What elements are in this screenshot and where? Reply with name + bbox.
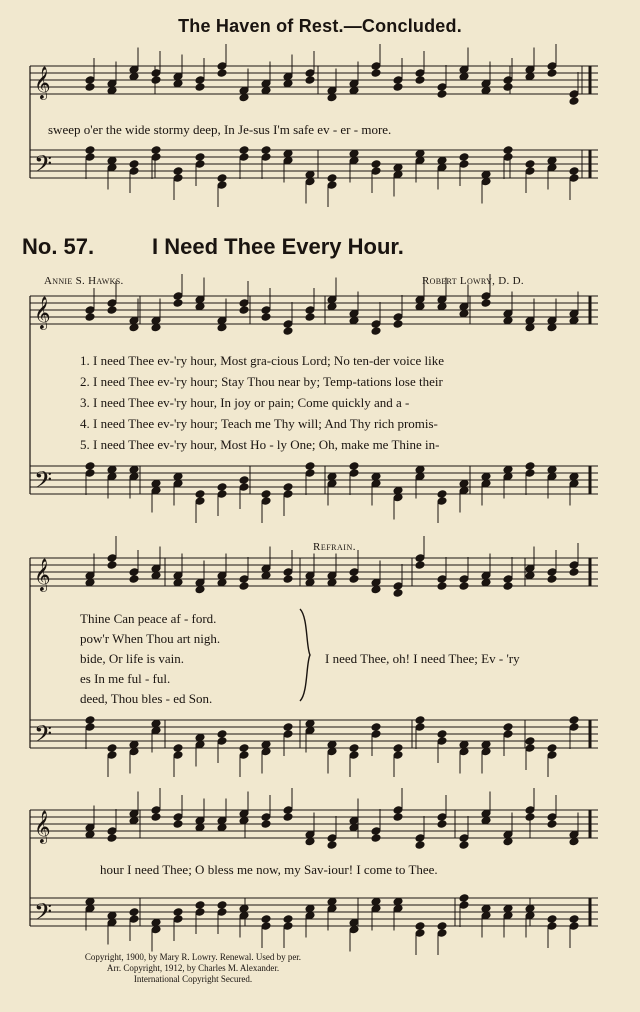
note-head [525, 160, 535, 169]
refrain-label: Refrain. [313, 541, 356, 553]
bass-clef-icon: 𝄢 [34, 720, 53, 753]
note-head [129, 160, 139, 169]
note-head [481, 170, 491, 179]
note-head [437, 156, 447, 165]
note-head [261, 571, 271, 580]
note-head [107, 744, 117, 753]
note-head [371, 585, 381, 594]
note-head [569, 316, 579, 325]
note-head [195, 302, 205, 311]
note-head [283, 483, 293, 492]
note-head [85, 578, 95, 587]
note-head [107, 834, 117, 843]
note-head [217, 730, 227, 739]
note-head [437, 490, 447, 499]
note-head [393, 897, 403, 906]
note-head [569, 472, 579, 481]
note-head [305, 904, 315, 913]
note-head [173, 820, 183, 829]
note-head [547, 820, 557, 829]
note-head [415, 841, 425, 850]
note-head [327, 897, 337, 906]
note-head [547, 915, 557, 924]
note-head [195, 490, 205, 499]
note-head [393, 486, 403, 495]
note-head [151, 813, 161, 822]
note-head [261, 490, 271, 499]
note-head [393, 83, 403, 92]
note-head [173, 167, 183, 176]
copyright-line-2: Arr. Copyright, 1912, by Charles M. Alexander. [106, 963, 280, 973]
note-head [129, 323, 139, 332]
note-head [481, 578, 491, 587]
note-head [459, 72, 469, 81]
note-head [459, 153, 469, 162]
note-head [305, 719, 315, 728]
bass-clef-icon: 𝄢 [34, 150, 53, 183]
note-head [261, 915, 271, 924]
note-head [569, 915, 579, 924]
note-head [503, 83, 513, 92]
note-head [525, 462, 535, 471]
note-head [371, 723, 381, 732]
note-head [459, 894, 469, 903]
verse-line-5: 5. I need Thee ev-'ry hour, Most Ho - ly One; Oh, make me Thine in- [80, 437, 440, 452]
note-head [393, 744, 403, 753]
note-head [459, 740, 469, 749]
note-head [481, 816, 491, 825]
note-head [283, 79, 293, 88]
note-head [305, 578, 315, 587]
note-head [217, 174, 227, 183]
note-head [481, 904, 491, 913]
note-head [393, 163, 403, 172]
note-head [195, 823, 205, 832]
note-head [525, 571, 535, 580]
note-head [217, 578, 227, 587]
note-head [569, 568, 579, 577]
music-credit: Robert Lowry, D. D. [422, 275, 524, 287]
note-head [547, 744, 557, 753]
note-head [437, 922, 447, 931]
verse-line-3: 3. I need Thee ev-'ry hour, In joy or pain; Come quickly and a - [80, 395, 410, 410]
note-head [151, 479, 161, 488]
note-head [503, 465, 513, 474]
note-head [371, 472, 381, 481]
note-head [349, 316, 359, 325]
note-head [107, 156, 117, 165]
note-head [547, 69, 557, 78]
note-head [437, 820, 447, 829]
note-head [305, 313, 315, 322]
note-head [371, 160, 381, 169]
note-head [239, 306, 249, 315]
note-head [107, 306, 117, 315]
page-header-title: The Haven of Rest.—Concluded. [178, 16, 462, 36]
note-head [459, 479, 469, 488]
note-head [525, 323, 535, 332]
note-head [415, 302, 425, 311]
note-head [415, 465, 425, 474]
note-head [195, 901, 205, 910]
note-head [569, 716, 579, 725]
note-head [459, 841, 469, 850]
note-head [415, 561, 425, 570]
verse-ending-4: es In me ful - ful. [80, 671, 171, 686]
verse-ending-3: bide, Or life is vain. [80, 651, 184, 666]
note-head [437, 730, 447, 739]
bass-clef-icon: 𝄢 [34, 898, 53, 931]
note-head [503, 837, 513, 846]
note-head [283, 915, 293, 924]
note-head [327, 302, 337, 311]
note-head [327, 93, 337, 102]
note-head [129, 72, 139, 81]
note-head [239, 582, 249, 591]
note-head [349, 149, 359, 158]
note-head [195, 153, 205, 162]
note-head [349, 575, 359, 584]
note-head [173, 578, 183, 587]
verse-line-1: 1. I need Thee ev-'ry hour, Most gra-cious Lord; No ten-der voice like [80, 353, 445, 368]
note-head [349, 744, 359, 753]
note-head [129, 908, 139, 917]
note-head [239, 476, 249, 485]
note-head [437, 90, 447, 99]
note-head [217, 483, 227, 492]
note-head [525, 737, 535, 746]
note-head [283, 813, 293, 822]
note-head [151, 323, 161, 332]
hymn-number: No. 57. [22, 234, 95, 259]
note-head [261, 820, 271, 829]
note-head [283, 723, 293, 732]
note-head [327, 578, 337, 587]
note-head [503, 146, 513, 155]
note-head [327, 472, 337, 481]
note-head [459, 582, 469, 591]
note-head [371, 327, 381, 336]
note-head [85, 462, 95, 471]
note-head [85, 146, 95, 155]
refrain-lyric-2: hour I need Thee; O bless me now, my Sav-iour! I come to Thee. [100, 862, 438, 877]
note-head [217, 323, 227, 332]
verse-line-4: 4. I need Thee ev-'ry hour; Teach me Thy will; And Thy rich promis- [80, 416, 438, 431]
note-head [437, 302, 447, 311]
bass-clef-icon: 𝄢 [34, 466, 53, 499]
note-head [415, 922, 425, 931]
note-head [85, 830, 95, 839]
note-head [129, 465, 139, 474]
note-head [129, 740, 139, 749]
note-head [151, 76, 161, 85]
copyright-notice [68, 952, 318, 985]
note-head [151, 918, 161, 927]
note-head [393, 813, 403, 822]
refrain-lyric-1: I need Thee, oh! I need Thee; Ev - 'ry [325, 651, 520, 666]
verse-ending-5: deed, Thou bles - ed Son. [80, 691, 213, 706]
treble-clef-icon: 𝄞 [34, 810, 51, 843]
note-head [217, 823, 227, 832]
note-head [569, 97, 579, 106]
note-head [327, 740, 337, 749]
treble-clef-icon: 𝄞 [34, 558, 51, 591]
note-head [371, 897, 381, 906]
note-head [415, 149, 425, 158]
note-head [239, 744, 249, 753]
note-head [195, 585, 205, 594]
note-head [415, 76, 425, 85]
note-head [85, 313, 95, 322]
note-head [305, 837, 315, 846]
note-head [107, 465, 117, 474]
note-head [151, 719, 161, 728]
note-head [305, 76, 315, 85]
copyright-line-1: Copyright, 1900, by Mary R. Lowry. Renewal. Used by per. [84, 952, 302, 962]
note-head [525, 904, 535, 913]
note-head [503, 582, 513, 591]
note-head [173, 908, 183, 917]
note-head [239, 93, 249, 102]
note-head [393, 320, 403, 329]
verse-ending-1: Thine Can peace af - ford. [80, 611, 217, 626]
note-head [327, 841, 337, 850]
note-head [107, 561, 117, 570]
note-head [173, 299, 183, 308]
note-head [305, 170, 315, 179]
note-head [239, 146, 249, 155]
note-head [173, 472, 183, 481]
note-head [503, 723, 513, 732]
note-head [217, 69, 227, 78]
note-head [195, 733, 205, 742]
note-head [107, 911, 117, 920]
note-head [151, 146, 161, 155]
note-head [503, 904, 513, 913]
note-head [283, 575, 293, 584]
note-head [481, 86, 491, 95]
note-head [415, 716, 425, 725]
note-head [371, 69, 381, 78]
note-head [85, 897, 95, 906]
note-head [239, 816, 249, 825]
note-head [459, 309, 469, 318]
note-head [85, 83, 95, 92]
verse-brace [298, 607, 312, 703]
note-head [239, 904, 249, 913]
note-head [129, 816, 139, 825]
note-head [129, 575, 139, 584]
note-head [195, 83, 205, 92]
note-head [151, 571, 161, 580]
note-head [261, 146, 271, 155]
note-head [261, 313, 271, 322]
note-head [283, 327, 293, 336]
note-head [349, 462, 359, 471]
note-head [349, 86, 359, 95]
note-head [85, 716, 95, 725]
note-head [393, 589, 403, 598]
note-head [547, 575, 557, 584]
note-head [173, 79, 183, 88]
note-head [569, 167, 579, 176]
treble-clef-icon: 𝄞 [34, 66, 51, 99]
note-head [547, 465, 557, 474]
note-head [217, 901, 227, 910]
note-head [569, 837, 579, 846]
note-head [173, 744, 183, 753]
note-head [503, 316, 513, 325]
note-head [283, 149, 293, 158]
note-head [481, 472, 491, 481]
words-credit: Annie S. Hawks. [44, 275, 124, 287]
note-head [437, 582, 447, 591]
note-head [481, 299, 491, 308]
hymn-title: I Need Thee Every Hour. [152, 234, 404, 259]
top-system-lyric: sweep o'er the wide stormy deep, In Je-sus I'm safe ev - er - more. [48, 122, 392, 137]
note-head [371, 834, 381, 843]
note-head [107, 86, 117, 95]
verse-line-2: 2. I need Thee ev-'ry hour; Stay Thou near by; Temp-tations lose their [80, 374, 443, 389]
note-head [481, 740, 491, 749]
note-head [525, 813, 535, 822]
note-head [547, 156, 557, 165]
treble-clef-icon: 𝄞 [34, 296, 51, 329]
copyright-line-3: International Copyright Secured. [133, 974, 253, 984]
note-head [327, 174, 337, 183]
note-head [305, 462, 315, 471]
note-head [261, 86, 271, 95]
verse-ending-2: pow'r When Thou art nigh. [80, 631, 221, 646]
note-head [547, 323, 557, 332]
note-head [525, 72, 535, 81]
note-head [261, 740, 271, 749]
